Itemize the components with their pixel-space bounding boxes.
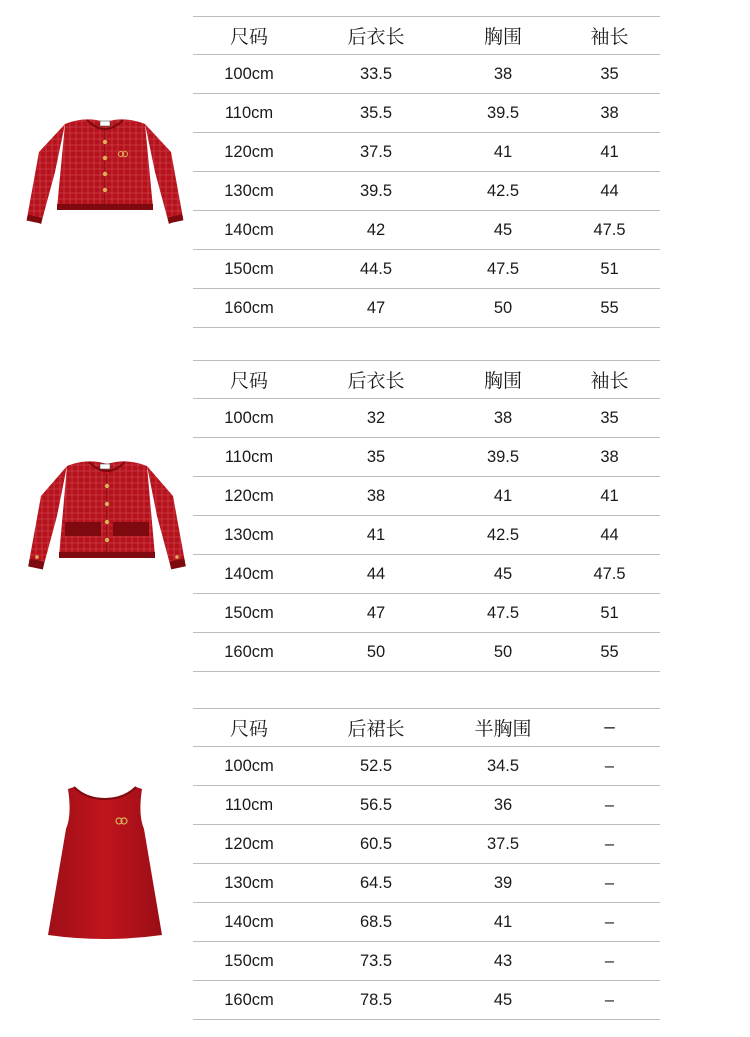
cell-value-2: 43 [447, 942, 559, 981]
cell-value-2: 41 [447, 903, 559, 942]
cell-size: 140cm [193, 211, 305, 250]
cell-value-2: 47.5 [447, 250, 559, 289]
table-header-row [193, 17, 660, 55]
table-row [193, 55, 660, 94]
cell-size: 100cm [193, 747, 305, 786]
table-row [193, 250, 660, 289]
cell-value-3: 47.5 [559, 555, 660, 594]
cell-size: 130cm [193, 864, 305, 903]
cell-value-2: 41 [447, 477, 559, 516]
red-tweed-jacket-icon [27, 456, 187, 576]
cell-size: 100cm [193, 55, 305, 94]
cell-size: 140cm [193, 555, 305, 594]
cell-value-2: 42.5 [447, 516, 559, 555]
size-table [193, 360, 660, 672]
header-size: 尺码 [193, 709, 305, 747]
cell-value-3: 55 [559, 633, 660, 672]
table-row [193, 633, 660, 672]
header-back-length: 后衣长 [305, 17, 447, 55]
cell-value-3: 47.5 [559, 211, 660, 250]
cell-size: 110cm [193, 786, 305, 825]
size-table [193, 16, 660, 328]
cell-value-1: 60.5 [305, 825, 447, 864]
table-row [193, 903, 660, 942]
cell-size: 150cm [193, 250, 305, 289]
red-sleeveless-dress-icon [46, 785, 164, 943]
cell-value-1: 35 [305, 438, 447, 477]
cell-size: 130cm [193, 516, 305, 555]
cell-value-2: 36 [447, 786, 559, 825]
table-row [193, 825, 660, 864]
cell-value-1: 56.5 [305, 786, 447, 825]
cell-size: 160cm [193, 289, 305, 328]
cell-size: 100cm [193, 399, 305, 438]
table-row [193, 942, 660, 981]
cell-value-1: 64.5 [305, 864, 447, 903]
cell-value-2: 50 [447, 289, 559, 328]
table-row [193, 477, 660, 516]
header-size: 尺码 [193, 17, 305, 55]
cell-value-1: 47 [305, 289, 447, 328]
cell-value-2: 38 [447, 55, 559, 94]
cell-value-3: – [559, 825, 660, 864]
table-row [193, 786, 660, 825]
cell-value-1: 35.5 [305, 94, 447, 133]
cell-value-2: 47.5 [447, 594, 559, 633]
table-row [193, 747, 660, 786]
cell-size: 160cm [193, 981, 305, 1020]
cell-size: 150cm [193, 594, 305, 633]
cell-value-1: 38 [305, 477, 447, 516]
cell-value-2: 41 [447, 133, 559, 172]
cell-value-2: 50 [447, 633, 559, 672]
cell-value-1: 68.5 [305, 903, 447, 942]
cell-value-1: 44 [305, 555, 447, 594]
cell-value-3: 38 [559, 94, 660, 133]
table-row [193, 289, 660, 328]
table-row [193, 981, 660, 1020]
cell-value-3: – [559, 903, 660, 942]
cell-value-3: – [559, 981, 660, 1020]
header-empty: – [559, 709, 660, 747]
cell-value-1: 44.5 [305, 250, 447, 289]
table-row [193, 94, 660, 133]
cell-value-2: 39.5 [447, 438, 559, 477]
table-row [193, 864, 660, 903]
cell-value-1: 52.5 [305, 747, 447, 786]
table-row [193, 172, 660, 211]
header-back-skirt-length: 后裙长 [305, 709, 447, 747]
cell-value-1: 37.5 [305, 133, 447, 172]
cell-size: 130cm [193, 172, 305, 211]
cell-value-3: 44 [559, 172, 660, 211]
cell-value-2: 38 [447, 399, 559, 438]
cell-value-2: 39.5 [447, 94, 559, 133]
cell-size: 110cm [193, 438, 305, 477]
cell-value-1: 50 [305, 633, 447, 672]
cell-value-1: 39.5 [305, 172, 447, 211]
cell-value-3: 38 [559, 438, 660, 477]
cell-value-3: 44 [559, 516, 660, 555]
cell-value-2: 37.5 [447, 825, 559, 864]
table-header-row [193, 361, 660, 399]
cell-value-3: – [559, 864, 660, 903]
table-row [193, 438, 660, 477]
cell-value-3: 41 [559, 477, 660, 516]
cell-value-1: 32 [305, 399, 447, 438]
cell-value-1: 78.5 [305, 981, 447, 1020]
table-row [193, 516, 660, 555]
cell-value-2: 42.5 [447, 172, 559, 211]
cell-value-2: 45 [447, 555, 559, 594]
cell-value-1: 41 [305, 516, 447, 555]
cell-value-1: 47 [305, 594, 447, 633]
size-table [193, 708, 660, 1020]
header-chest: 胸围 [447, 17, 559, 55]
cell-value-3: – [559, 942, 660, 981]
table-row [193, 594, 660, 633]
cell-size: 160cm [193, 633, 305, 672]
header-sleeve: 袖长 [559, 361, 660, 399]
cell-size: 140cm [193, 903, 305, 942]
table-row [193, 399, 660, 438]
cell-value-2: 39 [447, 864, 559, 903]
cell-value-3: 35 [559, 399, 660, 438]
cell-size: 120cm [193, 133, 305, 172]
table-header-row [193, 709, 660, 747]
cell-value-1: 42 [305, 211, 447, 250]
cell-size: 150cm [193, 942, 305, 981]
header-size: 尺码 [193, 361, 305, 399]
cell-value-3: 51 [559, 594, 660, 633]
cell-value-3: 41 [559, 133, 660, 172]
cell-value-2: 34.5 [447, 747, 559, 786]
table-row [193, 133, 660, 172]
table-row [193, 211, 660, 250]
header-chest: 胸围 [447, 361, 559, 399]
cell-value-3: 51 [559, 250, 660, 289]
table-row [193, 555, 660, 594]
header-half-chest: 半胸围 [447, 709, 559, 747]
cell-size: 120cm [193, 477, 305, 516]
cell-value-3: 35 [559, 55, 660, 94]
cell-value-3: – [559, 786, 660, 825]
cell-value-2: 45 [447, 211, 559, 250]
cell-value-2: 45 [447, 981, 559, 1020]
cell-value-1: 73.5 [305, 942, 447, 981]
red-tweed-jacket-icon [25, 112, 185, 232]
cell-value-3: 55 [559, 289, 660, 328]
header-back-length: 后衣长 [305, 361, 447, 399]
cell-size: 120cm [193, 825, 305, 864]
cell-value-1: 33.5 [305, 55, 447, 94]
cell-value-3: – [559, 747, 660, 786]
header-sleeve: 袖长 [559, 17, 660, 55]
cell-size: 110cm [193, 94, 305, 133]
